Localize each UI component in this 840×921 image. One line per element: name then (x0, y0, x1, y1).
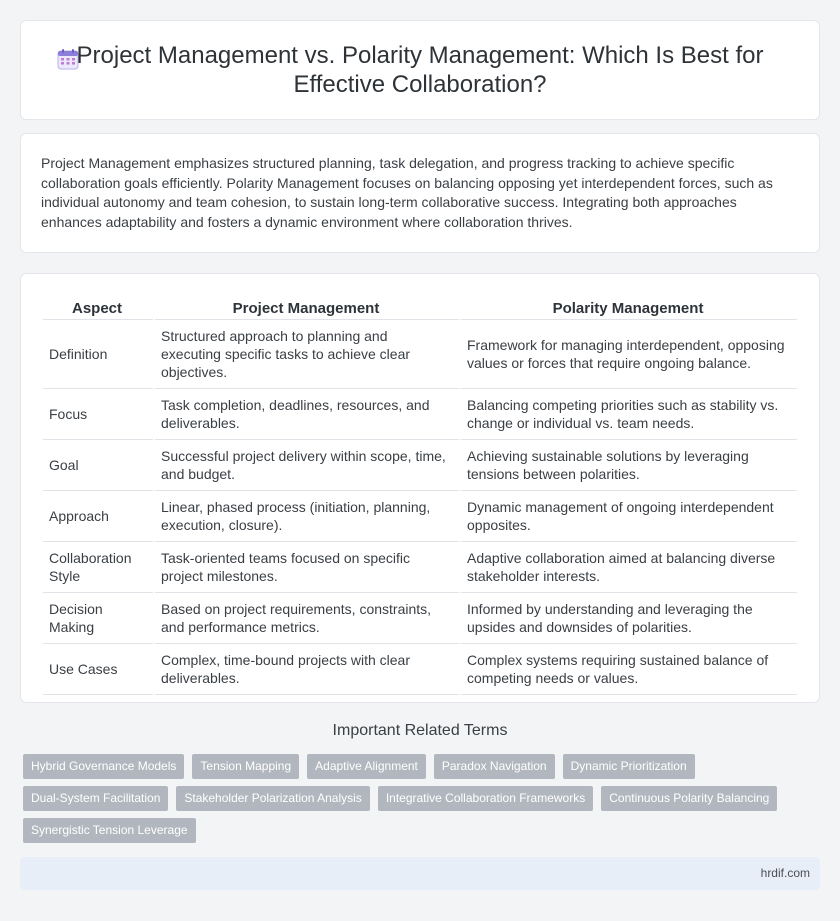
cell-project-management: Complex, time-bound projects with clear deliverables. (155, 644, 461, 695)
tag-link[interactable]: Tension Mapping (192, 754, 299, 779)
cell-aspect: Decision Making (43, 593, 155, 644)
intro-paragraph: Project Management emphasizes structured planning, task delegation, and progress tracking to achieve specific collaboration goals efficiently. Polarity Management focuses on balancing opposing yet interdependent forces, such as individual autonomy and team cohesion, to sustain long-term collaborative success. Integrating both approaches enhances adaptability and fosters a dynamic environment where collaboration thrives. (41, 155, 773, 230)
cell-project-management: Based on project requirements, constraints, and performance metrics. (155, 593, 461, 644)
tag-link[interactable]: Continuous Polarity Balancing (601, 786, 777, 811)
table-row (43, 491, 799, 542)
cell-aspect: Approach (43, 491, 155, 542)
page-title: Project Management vs. Polarity Management: Which Is Best for Effective Collaboration? (76, 42, 764, 98)
table-row (43, 542, 799, 593)
tag-link[interactable]: Dual-System Facilitation (23, 786, 168, 811)
header-polarity-management: Polarity Management (461, 294, 799, 320)
cell-polarity-management: Informed by understanding and leveraging the upsides and downsides of polarities. (461, 593, 799, 644)
cell-project-management: Linear, phased process (initiation, planning, execution, closure). (155, 491, 461, 542)
table-row (43, 593, 799, 644)
cell-polarity-management: Complex systems requiring sustained balance of competing needs or values. (461, 644, 799, 695)
comparison-table (43, 294, 799, 695)
cell-project-management: Task-oriented teams focused on specific project milestones. (155, 542, 461, 593)
cell-aspect: Collaboration Style (43, 542, 155, 593)
tag-link[interactable]: Integrative Collaboration Frameworks (378, 786, 593, 811)
table-row (43, 320, 799, 389)
cell-project-management: Structured approach to planning and executing specific tasks to achieve clear objectives. (155, 320, 461, 389)
tag-link[interactable]: Stakeholder Polarization Analysis (176, 786, 369, 811)
tag-link[interactable]: Hybrid Governance Models (23, 754, 184, 779)
tag-link[interactable]: Paradox Navigation (434, 754, 555, 779)
cell-polarity-management: Balancing competing priorities such as stability vs. change or individual vs. team needs. (461, 389, 799, 440)
title-card (20, 20, 820, 120)
cell-aspect: Definition (43, 320, 155, 389)
cell-project-management: Task completion, deadlines, resources, and deliverables. (155, 389, 461, 440)
table-row (43, 644, 799, 695)
cell-aspect: Use Cases (43, 644, 155, 695)
cell-aspect: Focus (43, 389, 155, 440)
cell-polarity-management: Adaptive collaboration aimed at balancing diverse stakeholder interests. (461, 542, 799, 593)
table-header-row (43, 294, 799, 320)
related-terms-tags (23, 754, 813, 843)
cell-polarity-management: Framework for managing interdependent, opposing values or forces that require ongoing balance. (461, 320, 799, 389)
footer-site-link[interactable]: hrdif.com (760, 866, 810, 880)
cell-aspect: Goal (43, 440, 155, 491)
intro-card (20, 133, 820, 253)
tag-link[interactable]: Adaptive Alignment (307, 754, 426, 779)
tag-link[interactable]: Dynamic Prioritization (563, 754, 695, 779)
header-aspect: Aspect (43, 294, 155, 320)
cell-polarity-management: Achieving sustainable solutions by leveraging tensions between polarities. (461, 440, 799, 491)
header-project-management: Project Management (155, 294, 461, 320)
comparison-card (20, 273, 820, 703)
footer-bar (20, 857, 820, 890)
tag-link[interactable]: Synergistic Tension Leverage (23, 818, 196, 843)
table-row (43, 440, 799, 491)
related-terms-title: Important Related Terms (332, 722, 508, 739)
cell-polarity-management: Dynamic management of ongoing interdependent opposites. (461, 491, 799, 542)
cell-project-management: Successful project delivery within scope, time, and budget. (155, 440, 461, 491)
table-row (43, 389, 799, 440)
